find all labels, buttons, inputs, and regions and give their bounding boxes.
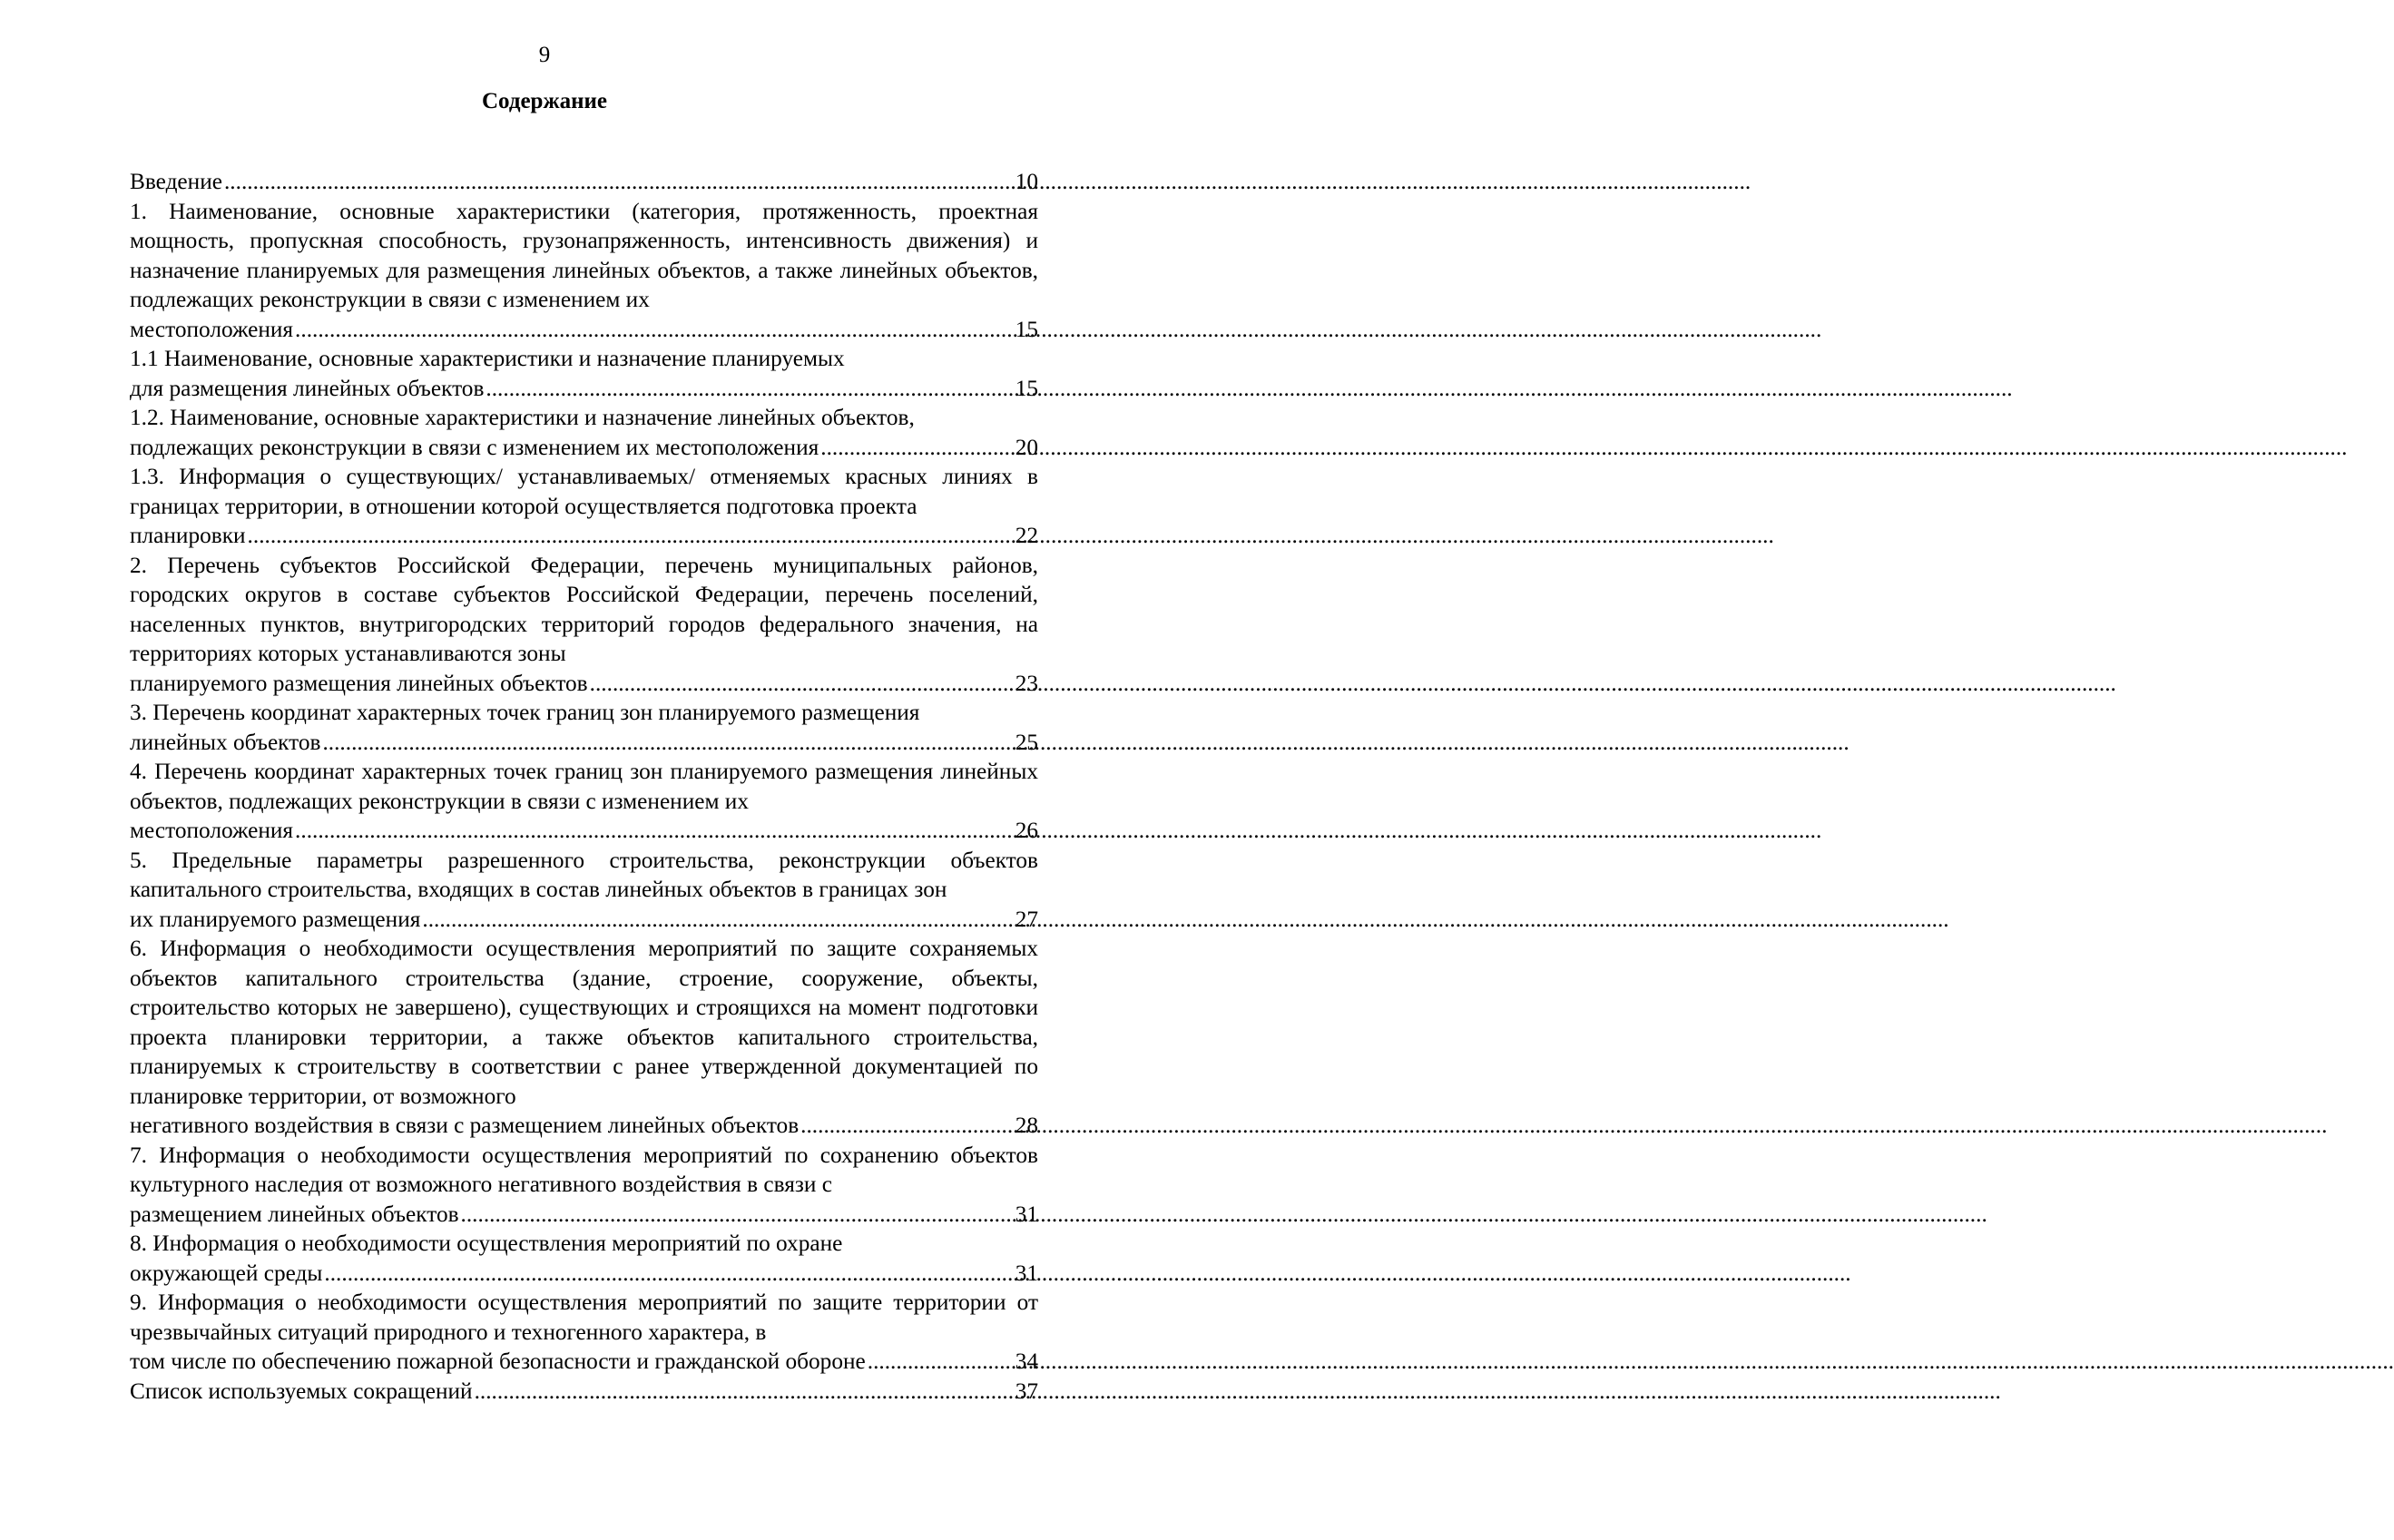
toc-entry[interactable] [130,551,1038,699]
toc-entry-last-line [130,816,1038,846]
toc-entry-text-end: подлежащих реконструкции в связи с изменением их местоположения [130,434,819,460]
toc-entry-last-line [130,521,1038,551]
toc-entry-last-line [130,167,1038,197]
toc-entry-text: 1.2. Наименование, основные характеристики и назначение линейных объектов, [130,405,915,430]
toc-entry-last-line [130,728,1038,758]
toc-page-number: 25 [1015,729,1038,755]
dot-leader [800,1111,1014,1141]
toc-entry-last-line [130,669,1038,699]
toc-entry[interactable] [130,1377,1038,1407]
toc-page-number: 27 [1015,906,1038,932]
toc-entry-text-end: для размещения линейных объектов [130,375,485,401]
toc-page-number: 31 [1015,1201,1038,1227]
dot-leader [461,1200,1014,1230]
toc-entry-text-end: Список используемых сокращений [130,1378,473,1404]
toc-entry[interactable] [130,403,1038,462]
toc-entry-last-line [130,1377,1038,1407]
toc-entry-last-line [130,374,1038,404]
toc-entry-text-end: планировки [130,523,246,548]
toc-entry[interactable] [130,1229,1038,1288]
toc-entry[interactable] [130,197,1038,345]
toc-entry-text-end: Введение [130,169,222,194]
toc-entry-text: 9. Информация о необходимости осуществления мероприятий по защите территории от чрезвычайных ситуаций природного и техногенного характера, в [130,1290,1038,1345]
toc-entry-last-line [130,1259,1038,1289]
toc-entry-last-line [130,433,1038,463]
dot-leader [224,167,1014,197]
dot-leader [868,1347,1014,1377]
toc-entry-text-end: размещением линейных объектов [130,1201,459,1227]
page-number: 9 [538,43,551,67]
toc-entry[interactable] [130,846,1038,935]
toc-entry-text: 1.1 Наименование, основные характеристики и назначение планируемых [130,346,845,371]
toc-page-number: 22 [1015,523,1038,548]
toc-entry[interactable] [130,1288,1038,1377]
toc-title: Содержание [481,89,607,113]
toc-page-number: 26 [1015,818,1038,843]
dot-leader [248,521,1014,551]
toc-entry-text: 7. Информация о необходимости осуществления мероприятий по сохранению объектов культурного наследия от возможного негативного воздействия в связи с [130,1142,1038,1197]
dot-leader [322,728,1013,758]
toc-page-number: 31 [1015,1260,1038,1286]
toc-page-number: 20 [1015,434,1038,460]
toc-entry-text: 6. Информация о необходимости осуществления мероприятий по защите сохраняемых объектов капитального строительства (здание, строение, сооружение, объекты, строительство которых не завершено), существующих и строящихся на момент подготовки проекта планировки территории, а также объектов капитального строительства, планируемых к строительству в соответствии с ранее утвержденной документацией по планировке территории, от возможного [130,936,1038,1109]
toc-entry-text: 3. Перечень координат характерных точек границ зон планируемого размещения [130,700,920,725]
dot-leader [295,816,1014,846]
toc-entry[interactable] [130,1141,1038,1230]
toc-entry[interactable] [130,462,1038,551]
toc-page-number: 23 [1015,670,1038,696]
toc-entry-text: 1.3. Информация о существующих/ устанавливаемых/ отменяемых красных линиях в границах территории, в отношении которой осуществляется подготовка проекта [130,464,1038,519]
toc-entry-text-end: том числе по обеспечению пожарной безопасности и гражданской обороне [130,1349,866,1374]
dot-leader [475,1377,1014,1407]
toc-entry-last-line [130,905,1038,935]
dot-leader [295,315,1014,345]
toc-entry-text: 5. Предельные параметры разрешенного строительства, реконструкции объектов капитального строительства, входящих в состав линейных объектов в границах зон [130,847,1038,902]
toc-page-number: 15 [1015,316,1038,342]
toc-entry-last-line [130,315,1038,345]
toc-entry-text: 2. Перечень субъектов Российской Федерации, перечень муниципальных районов, городских округов в составе субъектов Российской Федерации, перечень поселений, населенных пунктов, внутригородских территорий городов федерального значения, на территориях которых устанавливаются зоны [130,552,1038,666]
toc-page-number: 15 [1015,375,1038,401]
toc-entry-last-line [130,1347,1038,1377]
toc-page-number: 37 [1015,1378,1038,1404]
toc-page-number: 34 [1015,1349,1038,1374]
dot-leader [422,905,1013,935]
toc-entry[interactable] [130,757,1038,846]
toc-entry-text: 1. Наименование, основные характеристики (категория, протяженность, проектная мощность, пропускная способность, грузонапряженность, интенсивность движения) и назначение планируемых для размещения линейных объектов, а также линейных объектов, подлежащих реконструкции в связи с изменением их [130,198,1038,312]
dot-leader [820,433,1013,463]
toc-entry-text-end: негативного воздействия в связи с размещением линейных объектов [130,1113,800,1138]
toc-page-number: 10 [1015,169,1038,194]
dot-leader [486,374,1013,404]
toc-entry-text-end: окружающей среды [130,1260,323,1286]
toc-entry-text-end: местоположения [130,818,294,843]
toc-entry-text-end: местоположения [130,316,294,342]
toc-entry-text-end: линейных объектов [130,729,321,755]
dot-leader [590,669,1014,699]
toc-entry-text-end: их планируемого размещения [130,906,421,932]
table-of-contents [130,167,1038,1406]
toc-page-number: 28 [1015,1113,1038,1138]
toc-entry[interactable] [130,698,1038,757]
toc-entry-text: 4. Перечень координат характерных точек границ зон планируемого размещения линейных объектов, подлежащих реконструкции в связи с изменением их [130,759,1038,814]
toc-entry-last-line [130,1111,1038,1141]
document-page [0,0,1089,1540]
toc-entry[interactable] [130,344,1038,403]
toc-entry[interactable] [130,167,1038,197]
toc-entry-text: 8. Информация о необходимости осуществления мероприятий по охране [130,1231,843,1256]
dot-leader [324,1259,1013,1289]
toc-entry-last-line [130,1200,1038,1230]
toc-entry[interactable] [130,934,1038,1141]
toc-entry-text-end: планируемого размещения линейных объектов [130,670,588,696]
